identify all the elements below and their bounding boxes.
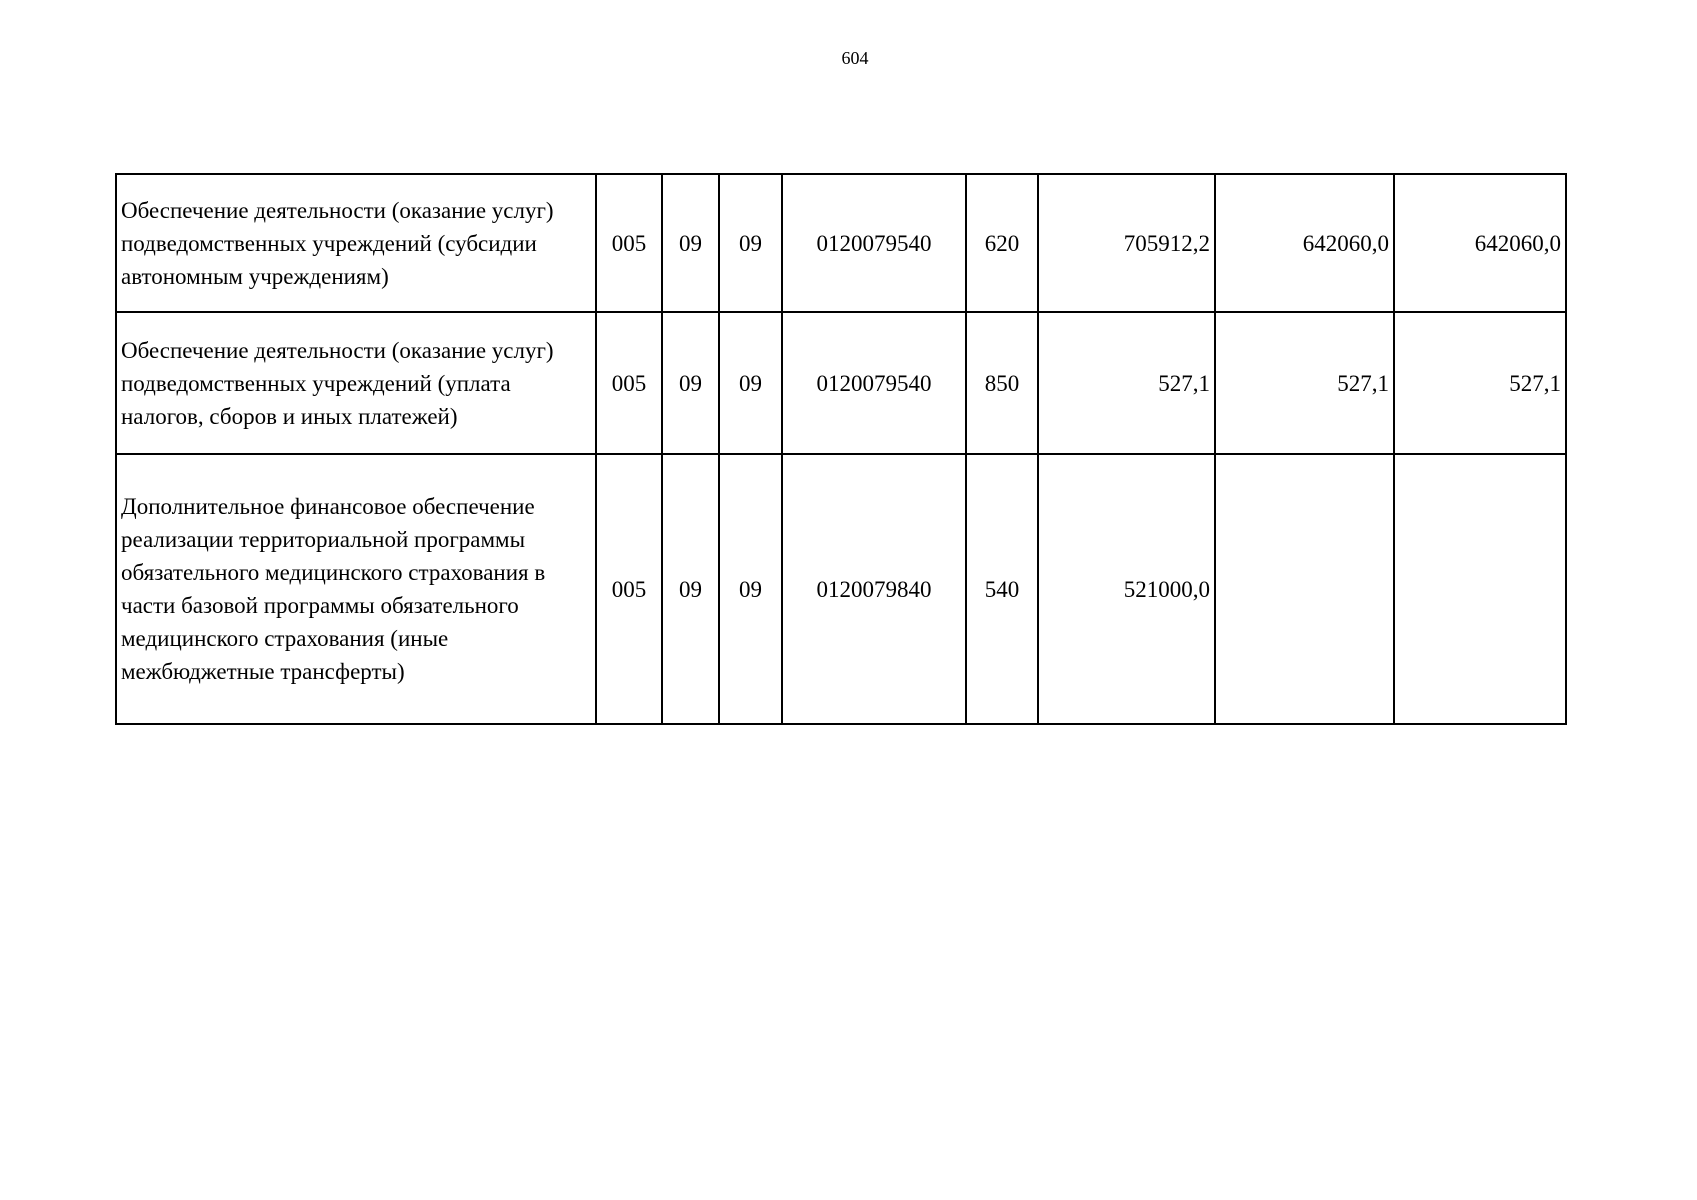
page-number: 604 [841, 48, 869, 68]
amount-year-2: 642060,0 [1215, 174, 1394, 312]
ministry-code: 005 [596, 454, 662, 724]
expense-type-code: 850 [966, 312, 1038, 454]
row-description: Дополнительное финансовое обеспечение реализации территориальной программы обязательного медицинского страхования в части базовой программы обязательного медицинского страхования (иные межбюджетные трансферты) [116, 454, 596, 724]
target-article-code: 0120079540 [782, 312, 966, 454]
amount-year-1: 705912,2 [1038, 174, 1215, 312]
row-description: Обеспечение деятельности (оказание услуг) подведомственных учреждений (уплата налогов, сборов и иных платежей) [116, 312, 596, 454]
row-description: Обеспечение деятельности (оказание услуг) подведомственных учреждений (субсидии автономным учреждениям) [116, 174, 596, 312]
subsection-code: 09 [719, 312, 782, 454]
amount-year-1: 521000,0 [1038, 454, 1215, 724]
table-row [116, 454, 1566, 724]
table-row [116, 174, 1566, 312]
ministry-code: 005 [596, 312, 662, 454]
expense-type-code: 540 [966, 454, 1038, 724]
amount-year-3: 642060,0 [1394, 174, 1566, 312]
ministry-code: 005 [596, 174, 662, 312]
expense-type-code: 620 [966, 174, 1038, 312]
amount-year-3: 527,1 [1394, 312, 1566, 454]
subsection-code: 09 [719, 174, 782, 312]
amount-year-2 [1215, 454, 1394, 724]
section-code: 09 [662, 312, 719, 454]
target-article-code: 0120079840 [782, 454, 966, 724]
amount-year-1: 527,1 [1038, 312, 1215, 454]
amount-year-3 [1394, 454, 1566, 724]
budget-table [115, 173, 1567, 725]
section-code: 09 [662, 174, 719, 312]
subsection-code: 09 [719, 454, 782, 724]
section-code: 09 [662, 454, 719, 724]
amount-year-2: 527,1 [1215, 312, 1394, 454]
target-article-code: 0120079540 [782, 174, 966, 312]
table-row [116, 312, 1566, 454]
